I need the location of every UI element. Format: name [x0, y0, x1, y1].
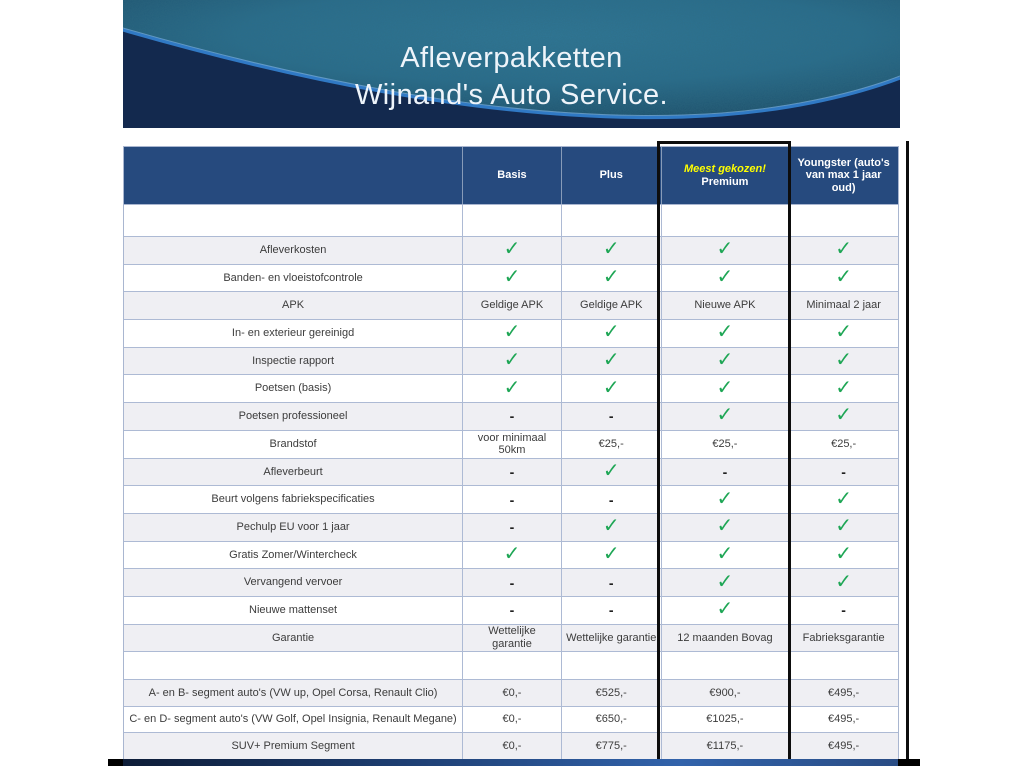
- dash-mark: -: [608, 491, 614, 508]
- table-cell: €495,-: [788, 680, 898, 705]
- page-title: [123, 40, 900, 114]
- table-cell: [661, 514, 789, 541]
- table-cell: Wettelijke garantie: [462, 625, 561, 652]
- table-cell: [561, 542, 661, 569]
- row-label: Brandstof: [269, 437, 317, 450]
- table-cell: €650,-: [561, 707, 661, 732]
- check-icon: ✓: [835, 487, 852, 510]
- table-cell: €900,-: [661, 680, 789, 705]
- check-icon: ✓: [503, 266, 521, 289]
- title-line-2: Wijnand's Auto Service.: [355, 79, 668, 111]
- row-label: A- en B- segment auto's (VW up, Opel Corsa, Renault Clio): [148, 686, 438, 699]
- table-cell: [462, 542, 561, 569]
- table-cell: [462, 597, 561, 624]
- table-cell: voor minimaal 50km: [462, 431, 561, 458]
- table-row: [124, 265, 898, 293]
- table-cell: [462, 375, 561, 402]
- check-icon: ✓: [716, 404, 734, 427]
- table-cell: [561, 569, 661, 596]
- table-cell: [788, 348, 898, 375]
- check-icon: ✓: [602, 459, 620, 482]
- table-cell: [661, 320, 789, 347]
- table-cell: €775,-: [561, 733, 661, 759]
- check-icon: ✓: [716, 515, 734, 538]
- table-cell: [561, 459, 661, 486]
- table-cell: [661, 348, 789, 375]
- table-cell: €0,-: [462, 707, 561, 732]
- table-row: [124, 237, 898, 265]
- check-icon: ✓: [503, 238, 521, 261]
- table-cell: [561, 652, 661, 679]
- check-icon: ✓: [716, 321, 734, 344]
- header-cell-empty: [124, 147, 462, 204]
- table-cell: [462, 237, 561, 264]
- check-icon: ✓: [602, 238, 620, 261]
- table-row: [124, 597, 898, 625]
- table-cell: €525,-: [561, 680, 661, 705]
- table-row: [124, 431, 898, 459]
- table-cell: [462, 205, 561, 236]
- row-label: SUV+ Premium Segment: [231, 739, 355, 752]
- row-label: [124, 205, 462, 236]
- package-comparison-table: [123, 146, 899, 760]
- row-label: Inspectie rapport: [252, 354, 335, 367]
- table-cell: Geldige APK: [462, 292, 561, 319]
- table-cell: [561, 486, 661, 513]
- row-label: Pechulp EU voor 1 jaar: [236, 520, 350, 533]
- dash-mark: -: [722, 463, 728, 480]
- table-cell: [661, 652, 789, 679]
- table-cell: [462, 569, 561, 596]
- table-cell: [561, 205, 661, 236]
- row-label: Poetsen professioneel: [238, 410, 348, 423]
- check-icon: ✓: [835, 238, 852, 261]
- check-icon: ✓: [602, 376, 620, 399]
- table-cell: €495,-: [788, 733, 898, 759]
- table-cell: Nieuwe APK: [661, 292, 789, 319]
- header-cell-youngster: Youngster (auto's van max 1 jaar oud): [788, 147, 898, 204]
- table-cell: €25,-: [661, 431, 789, 458]
- check-icon: ✓: [716, 238, 734, 261]
- table-cell: [462, 514, 561, 541]
- table-cell: [788, 569, 898, 596]
- table-cell: [788, 652, 898, 679]
- dash-mark: -: [608, 602, 614, 619]
- table-row: [124, 459, 898, 487]
- table-row: [124, 348, 898, 376]
- check-icon: ✓: [716, 570, 734, 593]
- row-label: Afleverkosten: [259, 244, 327, 257]
- table-cell: €0,-: [462, 680, 561, 705]
- check-icon: ✓: [602, 266, 620, 289]
- row-label: Poetsen (basis): [254, 382, 332, 395]
- table-cell: [561, 320, 661, 347]
- table-header-row: [124, 147, 898, 205]
- table-cell: [661, 237, 789, 264]
- dash-mark: -: [841, 602, 846, 619]
- table-cell: [788, 486, 898, 513]
- table-cell: Fabrieksgarantie: [788, 625, 898, 652]
- dash-mark: -: [509, 408, 515, 425]
- table-cell: 12 maanden Bovag: [661, 625, 789, 652]
- table-cell: [561, 514, 661, 541]
- table-cell: [661, 375, 789, 402]
- table-cell: [462, 486, 561, 513]
- table-row: [124, 652, 898, 680]
- table-cell: Minimaal 2 jaar: [788, 292, 898, 319]
- check-icon: ✓: [503, 349, 521, 372]
- dash-mark: -: [509, 463, 515, 480]
- row-label: In- en exterieur gereinigd: [231, 327, 355, 340]
- banner: [123, 0, 900, 128]
- check-icon: ✓: [835, 266, 852, 289]
- check-icon: ✓: [602, 515, 620, 538]
- table-cell: [661, 205, 789, 236]
- row-label: Gratis Zomer/Wintercheck: [229, 548, 357, 561]
- table-cell: €1175,-: [661, 733, 789, 759]
- table-cell: [788, 542, 898, 569]
- table-cell: €0,-: [462, 733, 561, 759]
- row-label: Garantie: [271, 631, 315, 644]
- table-cell: [661, 459, 789, 486]
- table-cell: [661, 403, 789, 430]
- table-row: [124, 486, 898, 514]
- header-cell-premium: [661, 147, 789, 204]
- table-cell: [788, 514, 898, 541]
- header-cell-plus: Plus: [561, 147, 661, 204]
- bottom-right-black-accent: [898, 759, 920, 766]
- row-label: C- en D- segment auto's (VW Golf, Opel Insignia, Renault Megane): [129, 713, 457, 726]
- check-icon: ✓: [602, 349, 620, 372]
- check-icon: ✓: [503, 542, 521, 565]
- title-line-1: Afleverpakketten: [400, 42, 623, 74]
- check-icon: ✓: [835, 570, 852, 593]
- table-cell: [788, 265, 898, 292]
- table-cell: [788, 459, 898, 486]
- table-cell: [561, 265, 661, 292]
- check-icon: ✓: [835, 376, 852, 399]
- table-row: [124, 569, 898, 597]
- table-cell: [788, 320, 898, 347]
- table-cell: [661, 569, 789, 596]
- table-cell: [788, 375, 898, 402]
- table-row: [124, 375, 898, 403]
- table-cell: [561, 597, 661, 624]
- table-row: [124, 514, 898, 542]
- check-icon: ✓: [835, 321, 852, 344]
- table-row: [124, 680, 898, 706]
- row-label: Nieuwe mattenset: [249, 603, 338, 616]
- table-cell: [788, 597, 898, 624]
- check-icon: ✓: [602, 542, 620, 565]
- check-icon: ✓: [503, 376, 521, 399]
- row-label: [124, 652, 462, 679]
- check-icon: ✓: [716, 349, 734, 372]
- bottom-left-black-accent: [108, 759, 123, 766]
- check-icon: ✓: [503, 321, 521, 344]
- row-label: Banden- en vloeistofcontrole: [223, 271, 363, 284]
- table-cell: [462, 652, 561, 679]
- most-chosen-badge: Meest gekozen!: [683, 162, 766, 175]
- table-cell: [788, 237, 898, 264]
- check-icon: ✓: [835, 515, 852, 538]
- table-cell: [788, 205, 898, 236]
- table-row: [124, 320, 898, 348]
- dash-mark: -: [608, 574, 614, 591]
- bottom-blue-bar: [123, 759, 899, 766]
- table-cell: [561, 375, 661, 402]
- table-cell: [462, 320, 561, 347]
- table-cell: €25,-: [788, 431, 898, 458]
- row-label: APK: [282, 299, 305, 312]
- check-icon: ✓: [835, 404, 852, 427]
- table-cell: €495,-: [788, 707, 898, 732]
- table-cell: Geldige APK: [561, 292, 661, 319]
- check-icon: ✓: [835, 542, 852, 565]
- row-label: Vervangend vervoer: [243, 576, 343, 589]
- table-row: [124, 542, 898, 570]
- dash-mark: -: [509, 602, 515, 619]
- dash-mark: -: [509, 574, 515, 591]
- check-icon: ✓: [716, 598, 734, 621]
- right-black-rule: [906, 141, 909, 766]
- table-cell: Wettelijke garantie: [561, 625, 661, 652]
- dash-mark: -: [608, 408, 614, 425]
- table-cell: [462, 403, 561, 430]
- table-cell: €25,-: [561, 431, 661, 458]
- table-cell: [561, 237, 661, 264]
- table-cell: [462, 348, 561, 375]
- table-cell: [462, 459, 561, 486]
- table-cell: [561, 348, 661, 375]
- table-cell: [462, 265, 561, 292]
- row-label: Beurt volgens fabriekspecificaties: [211, 493, 375, 506]
- table-row: [124, 733, 898, 759]
- table-cell: [561, 403, 661, 430]
- check-icon: ✓: [835, 349, 852, 372]
- dash-mark: -: [509, 519, 515, 536]
- table-row: [124, 205, 898, 237]
- table-row: [124, 292, 898, 320]
- check-icon: ✓: [716, 487, 734, 510]
- table-cell: [661, 597, 789, 624]
- table-cell: [661, 265, 789, 292]
- dash-mark: -: [841, 463, 846, 480]
- table-cell: [788, 403, 898, 430]
- header-cell-basis: Basis: [462, 147, 561, 204]
- check-icon: ✓: [716, 542, 734, 565]
- check-icon: ✓: [602, 321, 620, 344]
- check-icon: ✓: [716, 376, 734, 399]
- table-row: [124, 625, 898, 653]
- table-cell: [661, 542, 789, 569]
- table-rows: [124, 205, 898, 759]
- table-row: [124, 707, 898, 733]
- check-icon: ✓: [716, 266, 734, 289]
- dash-mark: -: [509, 491, 515, 508]
- table-cell: [661, 486, 789, 513]
- row-label: Afleverbeurt: [263, 465, 323, 478]
- table-cell: €1025,-: [661, 707, 789, 732]
- table-row: [124, 403, 898, 431]
- premium-label: Premium: [701, 175, 749, 188]
